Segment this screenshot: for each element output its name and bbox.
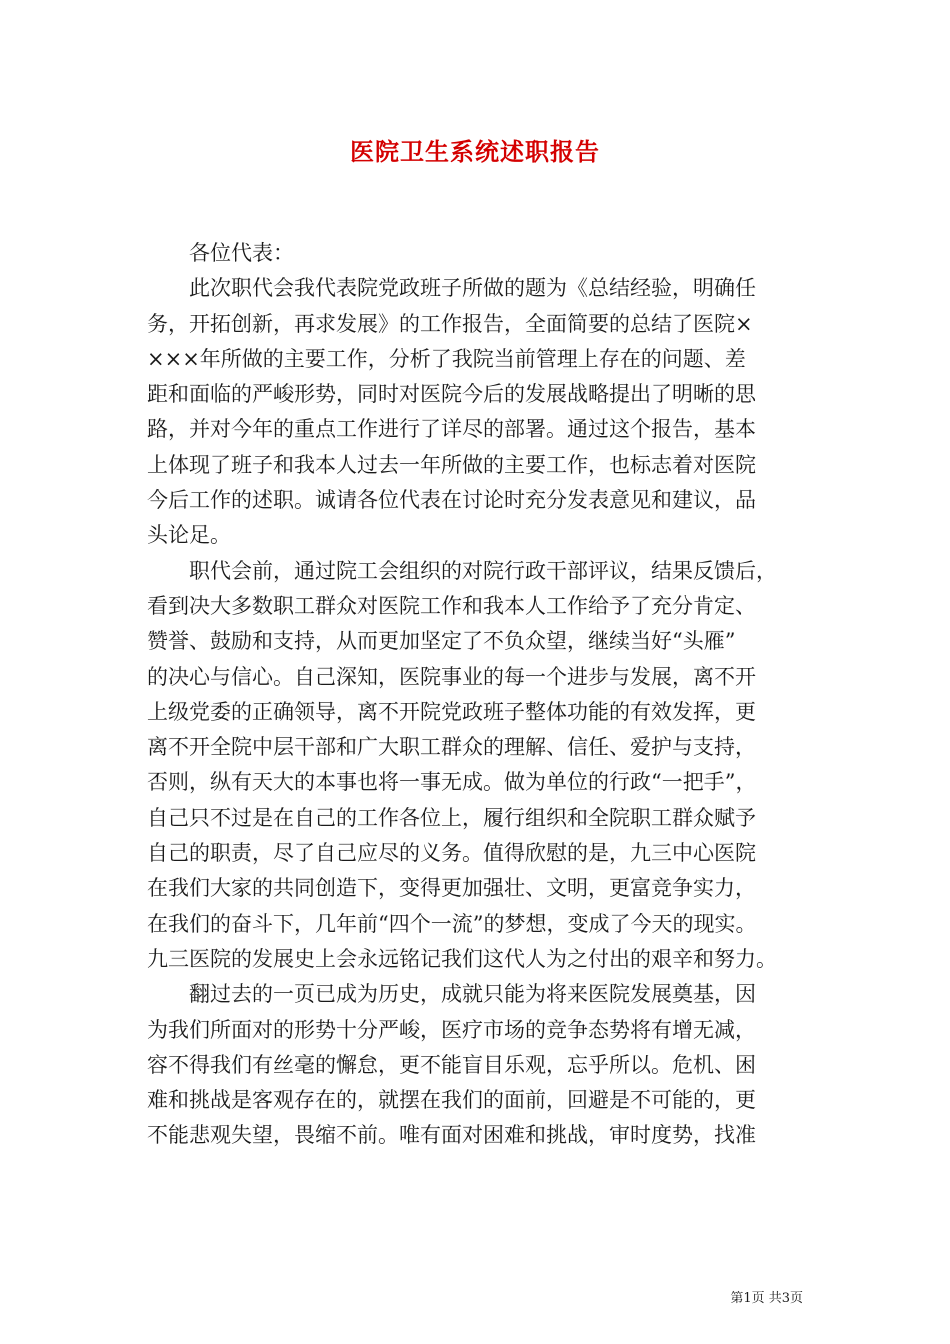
salutation: 各位代表： xyxy=(189,241,294,265)
document-body xyxy=(147,236,827,1154)
paragraph-line: 自己的职责，尽了自己应尽的义务。值得欣慰的是，九三中心医院 xyxy=(147,841,756,866)
paragraph-line: 职代会前，通过院工会组织的对院行政干部评议，结果反馈后， xyxy=(189,558,777,583)
paragraph-line: 看到决大多数职工群众对医院工作和我本人工作给予了充分肯定、 xyxy=(147,593,756,618)
paragraph-line: 为我们所面对的形势十分严峻，医疗市场的竞争态势将有增无减， xyxy=(147,1017,756,1042)
paragraph-line: 在我们的奋斗下，几年前“四个一流”的梦想，变成了今天的现实。 xyxy=(147,911,757,936)
paragraph-line: 务，开拓创新，再求发展》的工作报告，全面简要的总结了医院× xyxy=(147,311,753,336)
paragraph-line: 否则，纵有天大的本事也将一事无成。做为单位的行政“一把手”， xyxy=(147,770,757,795)
paragraph-line: 九三医院的发展史上会永远铭记我们这代人为之付出的艰辛和努力。 xyxy=(147,946,777,971)
paragraph-line: 容不得我们有丝毫的懈怠，更不能盲目乐观，忘乎所以。危机、困 xyxy=(147,1052,756,1077)
paragraph-line: ×××年所做的主要工作，分析了我院当前管理上存在的问题、差 xyxy=(147,346,746,371)
paragraph-2 xyxy=(147,554,827,978)
paragraph-line: 距和面临的严峻形势，同时对医院今后的发展战略提出了明晰的思 xyxy=(147,382,756,407)
paragraph-line: 上体现了班子和我本人过去一年所做的主要工作，也标志着对医院 xyxy=(147,452,756,477)
paragraph-line: 上级党委的正确领导，离不开院党政班子整体功能的有效发挥，更 xyxy=(147,699,756,724)
paragraph-line: 的决心与信心。自己深知，医院事业的每一个进步与发展，离不开 xyxy=(147,664,756,689)
paragraph-3 xyxy=(147,977,827,1153)
paragraph-line: 赞誉、鼓励和支持，从而更加坚定了不负众望，继续当好“头雁” xyxy=(147,629,736,654)
page-title: 医院卫生系统述职报告 xyxy=(350,137,600,166)
paragraph-line: 头论足。 xyxy=(147,523,231,548)
paragraph-line: 在我们大家的共同创造下，变得更加强壮、文明，更富竞争实力， xyxy=(147,876,756,901)
paragraph-line: 难和挑战是客观存在的，就摆在我们的面前，回避是不可能的，更 xyxy=(147,1088,756,1113)
paragraph-line: 不能悲观失望，畏缩不前。唯有面对困难和挑战，审时度势，找准 xyxy=(147,1123,756,1148)
paragraph-line: 自己只不过是在自己的工作各位上，履行组织和全院职工群众赋予 xyxy=(147,805,756,830)
paragraph-line: 离不开全院中层干部和广大职工群众的理解、信任、爱护与支持， xyxy=(147,735,756,760)
paragraph-line: 今后工作的述职。诚请各位代表在讨论时充分发表意见和建议，品 xyxy=(147,488,756,513)
paragraph-line: 翻过去的一页已成为历史，成就只能为将来医院发展奠基，因 xyxy=(189,982,756,1007)
page-number: 第1页 共3页 xyxy=(730,1291,803,1306)
paragraph-line: 此次职代会我代表院党政班子所做的题为《总结经验，明确任 xyxy=(189,276,756,301)
paragraph-1 xyxy=(147,271,827,553)
paragraph-line: 路，并对今年的重点工作进行了详尽的部署。通过这个报告，基本 xyxy=(147,417,756,442)
